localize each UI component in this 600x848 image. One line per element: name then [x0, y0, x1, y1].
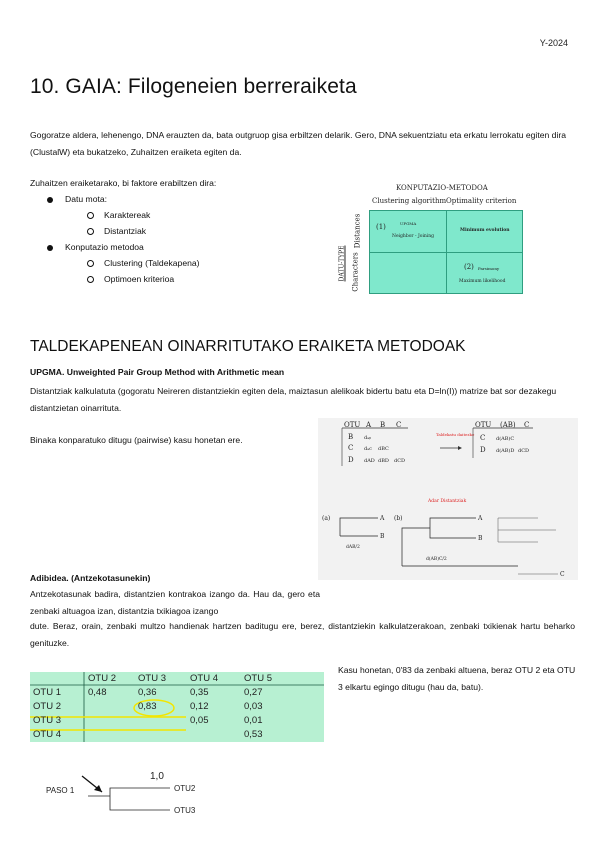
list-subitem: Distantziak [30, 223, 216, 239]
row-label: OTU 4 [33, 729, 61, 740]
list-subitem: Clustering (Taldekapena) [30, 255, 216, 271]
branch-a-label: dAB/2 [346, 545, 360, 550]
table-header: OTU 2 [88, 673, 116, 684]
matrix-row-label: C [348, 444, 354, 452]
bullet-icon [47, 197, 53, 203]
row-label: OTU 1 [33, 687, 61, 698]
table-cell: 0,03 [244, 701, 263, 712]
table-cell: 0,36 [138, 687, 157, 698]
diagram-col-clustering: Clustering algorithm [372, 197, 447, 205]
reduced-cell: d(AB)C [496, 436, 515, 442]
list-intro: Zuhaitzen eraiketarako, bi faktore erabiltzen dira: [30, 178, 217, 188]
cell-minimum-evolution: Minimum evolution [460, 228, 510, 233]
diagram-row-characters: Characters [351, 252, 360, 292]
section-heading: TALDEKAPENEAN OINARRITUTAKO ERAIKETA METODOAK [30, 338, 466, 355]
reduced-head: OTU [475, 421, 492, 429]
bullet-icon [47, 245, 53, 251]
table-cell: 0,35 [190, 687, 209, 698]
cell-upgma: UPGMA [400, 221, 417, 226]
matrix-row-label: B [348, 433, 354, 441]
upgma-scan-figure [318, 418, 578, 580]
cell-number: (1) [376, 223, 386, 231]
reduced-row-label: D [480, 446, 486, 454]
matrix-row-label: D [348, 456, 354, 464]
svg-text:(AB): (AB) [500, 421, 516, 429]
intro-paragraph: Gogoratze aldera, lehenengo, DNA erauzten da, bata outgruop gisa erbiltzen delarik. Gero, DNA sekuentziatu eta erkatu lerrokatu egiten dira (ClustalW) eta bukatzeko, Zuhaitzen eraiketa egiten da. [30, 130, 567, 157]
svg-text:C: C [396, 421, 402, 429]
tree-b-label: (b) [394, 515, 403, 522]
matrix-cell: dBD [378, 458, 389, 464]
svg-text:C: C [524, 421, 530, 429]
tip-label: OTU3 [174, 806, 196, 815]
reduced-row-label: C [480, 434, 486, 442]
matrix-head: OTU [344, 421, 361, 429]
tree-a-label: (a) [322, 515, 331, 522]
tip-label: A [380, 515, 385, 522]
tip-label: B [380, 533, 385, 540]
page-title: 10. GAIA: Filogeneien berreraiketa [30, 75, 357, 98]
cell-neighbor-joining: Neighbor - Joining [392, 234, 435, 239]
diagram-row-distances: Distances [353, 213, 362, 249]
diagram-side-title: DATU-TYPE [338, 245, 346, 282]
example-paragraph-1: Antzekotasunak badira, distantzien kontrakoa izango da. Hau da, gero eta zenbaki altuagoa izan, distantzia txikiagoa izango [30, 589, 320, 616]
tip-label: A [478, 515, 483, 522]
factor-list [30, 175, 216, 287]
row-label: OTU 3 [33, 715, 61, 726]
diagram-col-optimality: Optimality criterion [446, 197, 517, 205]
matrix-cell: dBC [378, 446, 389, 452]
example-heading: Adibidea. (Antzekotasunekin) [30, 573, 151, 583]
reduced-cell: d(AB)D [496, 448, 515, 454]
table-cell: 0,27 [244, 687, 263, 698]
cell-parsimony: Parsimony [478, 266, 500, 271]
step-tree [30, 770, 250, 830]
svg-text:B: B [380, 421, 386, 429]
step-label: PASO 1 [46, 786, 75, 795]
svg-text:A: A [366, 421, 372, 429]
method-diagram [338, 180, 524, 300]
step-value: 1,0 [150, 771, 164, 782]
tip-label: B [478, 535, 483, 542]
table-cell: 0,48 [88, 687, 107, 698]
table-cell: 0,83 [138, 701, 157, 712]
side-note: Kasu honetan, 0'83 da zenbaki altuena, beraz OTU 2 eta OTU 3 elkartu egingo ditugu (hau da, batu). [338, 665, 576, 692]
list-item: Konputazio metodoa [30, 239, 216, 255]
branch-distances-label: Adar Distantziak [428, 499, 467, 504]
example-paragraph-2: dute. Beraz, orain, zenbaki multzo handienak hartzen baditugu ere, berez, distantziekin kalkulatzerakoan, zenbaki txikienak hartu beharko genituzke. [30, 621, 575, 648]
table-cell: 0,01 [244, 715, 263, 726]
pairwise-text: Binaka konparatuko ditugu (pairwise) kasu honetan ere. [30, 435, 243, 445]
matrix-cell: dCD [394, 458, 406, 464]
table-header: OTU 3 [138, 673, 166, 684]
circle-bullet-icon [87, 260, 94, 267]
cell-maximum-likelihood: Maximum likelihood [459, 279, 506, 284]
row-label: OTU 2 [33, 701, 61, 712]
tip-label: C [560, 571, 565, 578]
matrix-cell: dₐc [364, 446, 372, 452]
otu-similarity-table [30, 672, 324, 742]
matrix-cell: dAD [364, 458, 375, 464]
list-subitem: Optimoen kriterioa [30, 271, 216, 287]
table-header: OTU 4 [190, 673, 218, 684]
cell-number: (2) [464, 263, 474, 271]
table-cell: 0,05 [190, 715, 209, 726]
arrow-label: Taldekatu daitezke [436, 432, 475, 437]
table-cell: 0,12 [190, 701, 209, 712]
circle-bullet-icon [87, 212, 94, 219]
circle-bullet-icon [87, 276, 94, 283]
reduced-cell: dCD [518, 448, 530, 454]
table-cell: 0,53 [244, 729, 263, 740]
matrix-cell: dₐᵦ [364, 435, 371, 441]
upgma-paragraph: Distantziak kalkulatuta (gogoratu Neireren distantziekin egiten dela, maiztasun alelikoak bidertu batu eta D=ln(I)) matrize bat sor dezakegu distantzietan oinarrituta. [30, 386, 557, 413]
branch-b-label: d(AB)C/2 [426, 557, 447, 562]
table-header: OTU 5 [244, 673, 272, 684]
arrow-icon [458, 446, 462, 450]
tip-label: OTU2 [174, 784, 196, 793]
list-item: Datu mota: [30, 191, 216, 207]
diagram-top-title: KONPUTAZIO-METODOA [396, 184, 488, 192]
page-header-label: Y-2024 [539, 38, 568, 48]
upgma-heading: UPGMA. Unweighted Pair Group Method with Arithmetic mean [30, 367, 285, 377]
circle-bullet-icon [87, 228, 94, 235]
list-subitem: Karaktereak [30, 207, 216, 223]
diagram-grid [369, 210, 523, 294]
